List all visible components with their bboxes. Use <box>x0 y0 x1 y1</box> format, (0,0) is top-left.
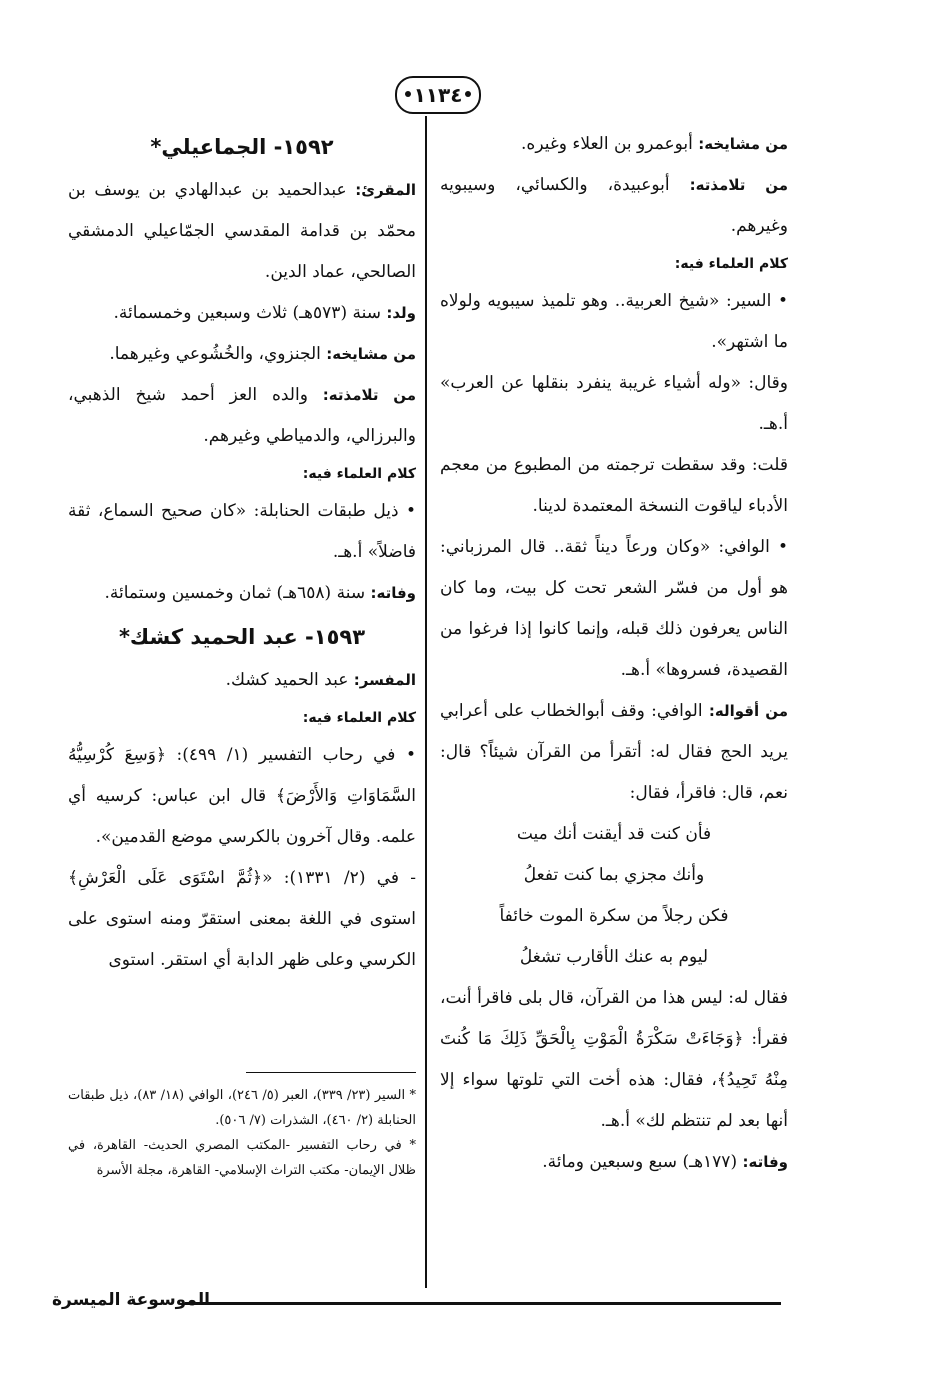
footer-title: الموسوعة الميسرة <box>52 1290 210 1310</box>
ornament-dot-right <box>465 91 471 97</box>
verse-line: فأن كنت قد أيقنت أنك ميت <box>516 824 712 844</box>
section-subheading: كلام العلماء فيه: <box>302 710 416 726</box>
footnote-rule <box>246 1072 416 1073</box>
paragraph: المقرئ: عبدالحميد بن عبدالهادي بن يوسف بن محمّد بن قدامة المقدسي الجمّاعيلي الدمشقي الصالحي، عماد الدين. <box>68 180 416 282</box>
paragraph: من مشايخه: الجنزوي، والخُشُوعي وغيرهما. <box>109 344 416 364</box>
footer-rule <box>185 1302 781 1305</box>
verse-line: فكن رجلاً من سكرة الموت خائفاً <box>499 906 729 926</box>
paragraph: من مشايخه: أبوعمرو بن العلاء وغيره. <box>521 134 788 154</box>
paragraph: وفاته: (١٧٧هـ) سبع وسبعين ومائة. <box>542 1152 788 1172</box>
paragraph: من تلامذته: أبوعبيدة، والكسائي، وسيبويه وغيرهم. <box>440 175 788 236</box>
left-column <box>68 124 416 981</box>
paragraph: • ذيل طبقات الحنابلة: «كان صحيح السماع، ثقة فاضلاً» أ.هـ. <box>68 501 416 562</box>
footnote: * السير (٢٣/ ٣٣٩)، العبر (٥/ ٢٤٦)، الوافي (١٨/ ٨٣)، ذيل طبقات الحنابلة (٢/ ٤٦٠)، الشذرات (٧/ ٥٠٦). <box>68 1088 416 1128</box>
paragraph: ولد: سنة (٥٧٣هـ) ثلاث وسبعين وخمسمائة. <box>113 303 416 323</box>
paragraph: • في رحاب التفسير (١/ ٤٩٩): ﴿وَسِعَ كُرْسِيُّهُ السَّمَاوَاتِ وَالأَرْضَ﴾ قال ابن عباس: كرسيه أي علمه. وقال آخرون بالكرسي موضع القدمين». <box>68 745 416 847</box>
paragraph: قلت: وقد سقطت ترجمته من المطبوع من معجم الأدباء لياقوت النسخة المعتمدة لدينا. <box>440 455 788 516</box>
paragraph: - في (٢/ ١٣٣١): «﴿ثُمَّ اسْتَوَى عَلَى الْعَرْشِ﴾ استوى في اللغة بمعنى استقرّ ومنه استوى على الكرسي وعلى ظهر الدابة أي استقر. استوى <box>68 868 417 970</box>
paragraph: فقال له: ليس هذا من القرآن، قال بلى فاقرأ أنت، فقرأ: ﴿وَجَاءَتْ سَكْرَةُ الْمَوْتِ بِالْحَقِّ ذَلِكَ مَا كُنتَ مِنْهُ تَحِيدُ﴾، فقال: هذه أخت التي تلوتها سواء إلا أنها بعد لم تنتظم لك» أ.هـ. <box>440 988 788 1131</box>
paragraph: وقال: «وله أشياء غريبة ينفرد بنقلها عن العرب» أ.هـ. <box>440 373 788 434</box>
ornament-dot-left <box>405 91 411 97</box>
paragraph: • الوافي: «وكان ورعاً ديناً ثقة.. قال المرزباني: هو أول من فسّر الشعر تحت كل بيت، وما كان الناس يعرفون ذلك قبله، وإنما كانوا إذا فرغوا من القصيدة، فسروها» أ.هـ. <box>440 537 788 680</box>
paragraph: من تلامذته: والده العز أحمد شيخ الذهبي، والبرزالي، والدمياطي وغيرهم. <box>68 385 416 446</box>
entry-heading: ١٥٩٣- عبد الحميد كشك* <box>118 625 366 649</box>
footnotes <box>68 1083 416 1183</box>
section-subheading: كلام العلماء فيه: <box>302 466 416 482</box>
paragraph: • السير: «شيخ العربية.. وهو تلميذ سيبويه ولولاه ما اشتهر». <box>440 291 788 352</box>
right-column <box>440 124 788 1183</box>
paragraph: وفاته: سنة (٦٥٨هـ) ثمان وخمسين وستمائة. <box>104 583 416 603</box>
section-subheading: كلام العلماء فيه: <box>674 256 788 272</box>
page-number-text: ١١٣٤ <box>413 83 463 107</box>
entry-heading: ١٥٩٢- الجماعيلي* <box>150 135 334 159</box>
paragraph: من أقواله: الوافي: وقف أبوالخطاب على أعرابي يريد الحج فقال له: أتقرأ من القرآن شيئاً؟ قال: نعم، قال: فاقرأ، فقال: <box>440 701 788 803</box>
column-divider <box>425 116 427 1288</box>
paragraph: المفسر: عبد الحميد كشك. <box>225 670 416 690</box>
footnote: * في رحاب التفسير -المكتب المصري الحديث- القاهرة، في ظلال الإيمان- مكتب التراث الإسلامي- القاهرة، مجلة الأسرة <box>68 1138 416 1178</box>
page-number <box>395 76 481 114</box>
verse-line: ليوم به عنك الأقارب تشغلُ <box>519 947 709 967</box>
verse-line: وأنك مجزي بما كنت تفعلُ <box>523 865 705 885</box>
